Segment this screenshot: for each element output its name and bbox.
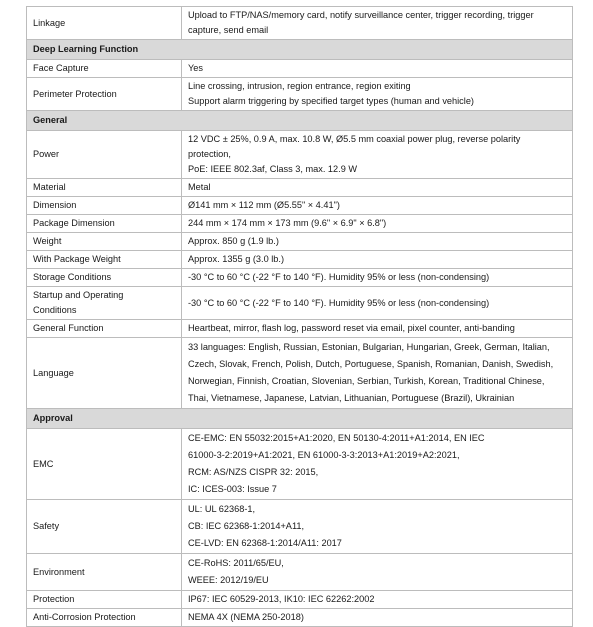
spec-value-line: -30 °C to 60 °C (-22 °F to 140 °F). Humidity 95% or less (non-condensing)	[188, 297, 490, 308]
spec-key: Package Dimension	[27, 215, 182, 233]
spec-value-line: 61000-3-2:2019+A1:2021, EN 61000-3-3:2013+A1:2019+A2:2021,	[188, 450, 460, 460]
section-header-row	[27, 409, 573, 429]
spec-value-line: Line crossing, intrusion, region entrance, region exiting	[188, 81, 411, 91]
spec-key-line: Conditions	[33, 305, 77, 315]
section-header-row	[27, 111, 573, 131]
spec-key: EMC	[27, 429, 182, 500]
spec-value-line: capture, send email	[188, 25, 269, 35]
spec-row	[27, 287, 573, 320]
spec-key: Protection	[27, 591, 182, 609]
spec-key: Linkage	[27, 7, 182, 40]
spec-row	[27, 233, 573, 251]
spec-value-line: -30 °C to 60 °C (-22 °F to 140 °F). Humidity 95% or less (non-condensing)	[188, 272, 490, 282]
spec-value	[182, 251, 573, 269]
spec-key: General Function	[27, 320, 182, 338]
spec-value-line: NEMA 4X (NEMA 250-2018)	[188, 612, 304, 622]
spec-value	[182, 609, 573, 627]
spec-value-line: Approx. 1355 g (3.0 lb.)	[188, 254, 285, 264]
spec-row	[27, 269, 573, 287]
spec-value	[182, 179, 573, 197]
spec-row	[27, 215, 573, 233]
spec-value-line: Czech, Slovak, French, Polish, Dutch, Portuguese, Spanish, Romanian, Danish, Swedish,	[188, 359, 554, 369]
spec-value	[182, 338, 573, 409]
spec-row	[27, 429, 573, 500]
spec-value	[182, 287, 573, 320]
spec-value-line: CB: IEC 62368-1:2014+A11,	[188, 521, 305, 531]
spec-value	[182, 60, 573, 78]
spec-value-line: CE-LVD: EN 62368-1:2014/A11: 2017	[188, 538, 342, 548]
spec-value-line: RCM: AS/NZS CISPR 32: 2015,	[188, 467, 319, 477]
spec-value	[182, 269, 573, 287]
spec-value-line: 244 mm × 174 mm × 173 mm (9.6" × 6.9" × 6.8")	[188, 218, 387, 228]
spec-value-line: Upload to FTP/NAS/memory card, notify surveillance center, trigger recording, trigger	[188, 10, 534, 20]
spec-row	[27, 7, 573, 40]
spec-row	[27, 251, 573, 269]
spec-key: Anti-Corrosion Protection	[27, 609, 182, 627]
spec-key: Safety	[27, 500, 182, 554]
spec-key: Storage Conditions	[27, 269, 182, 287]
spec-row	[27, 554, 573, 591]
spec-value	[182, 554, 573, 591]
spec-value-line: IP67: IEC 60529-2013, IK10: IEC 62262:2002	[188, 594, 375, 604]
spec-value-line: 12 VDC ± 25%, 0.9 A, max. 10.8 W, Ø5.5 mm coaxial power plug, reverse polarity	[188, 134, 521, 144]
spec-key	[27, 287, 182, 320]
spec-row	[27, 78, 573, 111]
spec-key: Power	[27, 131, 182, 179]
spec-key: Face Capture	[27, 60, 182, 78]
spec-value-line: Support alarm triggering by specified target types (human and vehicle)	[188, 96, 474, 106]
spec-value-line: CE-RoHS: 2011/65/EU,	[188, 558, 284, 568]
spec-key: Weight	[27, 233, 182, 251]
spec-row	[27, 609, 573, 627]
spec-row	[27, 197, 573, 215]
spec-value-line: WEEE: 2012/19/EU	[188, 575, 269, 585]
spec-value-line: Approx. 850 g (1.9 lb.)	[188, 236, 279, 246]
spec-key: Material	[27, 179, 182, 197]
spec-value-line: protection,	[188, 149, 231, 159]
section-header-row	[27, 40, 573, 60]
spec-key: Language	[27, 338, 182, 409]
spec-value-line: Yes	[188, 63, 203, 73]
spec-key: With Package Weight	[27, 251, 182, 269]
spec-key-line: Startup and Operating	[33, 290, 124, 300]
spec-value-line: Metal	[188, 182, 211, 192]
spec-table	[26, 6, 573, 627]
spec-table-body	[27, 7, 573, 627]
spec-value-line: UL: UL 62368-1,	[188, 504, 256, 514]
spec-value	[182, 591, 573, 609]
spec-row	[27, 591, 573, 609]
spec-value-line: CE-EMC: EN 55032:2015+A1:2020, EN 50130-4:2011+A1:2014, EN IEC	[188, 433, 485, 443]
spec-row	[27, 131, 573, 179]
spec-key: Dimension	[27, 197, 182, 215]
spec-row	[27, 60, 573, 78]
spec-value-line: Heartbeat, mirror, flash log, password reset via email, pixel counter, anti-banding	[188, 323, 515, 333]
section-title: Approval	[27, 409, 573, 429]
spec-value	[182, 131, 573, 179]
spec-value-line: Norwegian, Finnish, Croatian, Slovenian, Serbian, Turkish, Korean, Traditional Chinese,	[188, 376, 545, 386]
spec-value-line: Ø141 mm × 112 mm (Ø5.55" × 4.41")	[188, 200, 340, 210]
spec-key: Environment	[27, 554, 182, 591]
spec-value-line: Thai, Vietnamese, Japanese, Latvian, Lithuanian, Portuguese (Brazil), Ukrainian	[188, 393, 515, 403]
spec-value	[182, 500, 573, 554]
spec-value	[182, 7, 573, 40]
spec-value	[182, 320, 573, 338]
spec-row	[27, 338, 573, 409]
spec-key: Perimeter Protection	[27, 78, 182, 111]
spec-value	[182, 233, 573, 251]
spec-value	[182, 197, 573, 215]
spec-value-line: 33 languages: English, Russian, Estonian, Bulgarian, Hungarian, Greek, German, Italian,	[188, 342, 550, 352]
spec-row	[27, 500, 573, 554]
spec-row	[27, 320, 573, 338]
section-title: General	[27, 111, 573, 131]
spec-value	[182, 78, 573, 111]
section-title: Deep Learning Function	[27, 40, 573, 60]
spec-value	[182, 215, 573, 233]
spec-row	[27, 179, 573, 197]
spec-value-line: PoE: IEEE 802.3af, Class 3, max. 12.9 W	[188, 164, 358, 174]
spec-value	[182, 429, 573, 500]
spec-value-line: IC: ICES-003: Issue 7	[188, 484, 277, 494]
